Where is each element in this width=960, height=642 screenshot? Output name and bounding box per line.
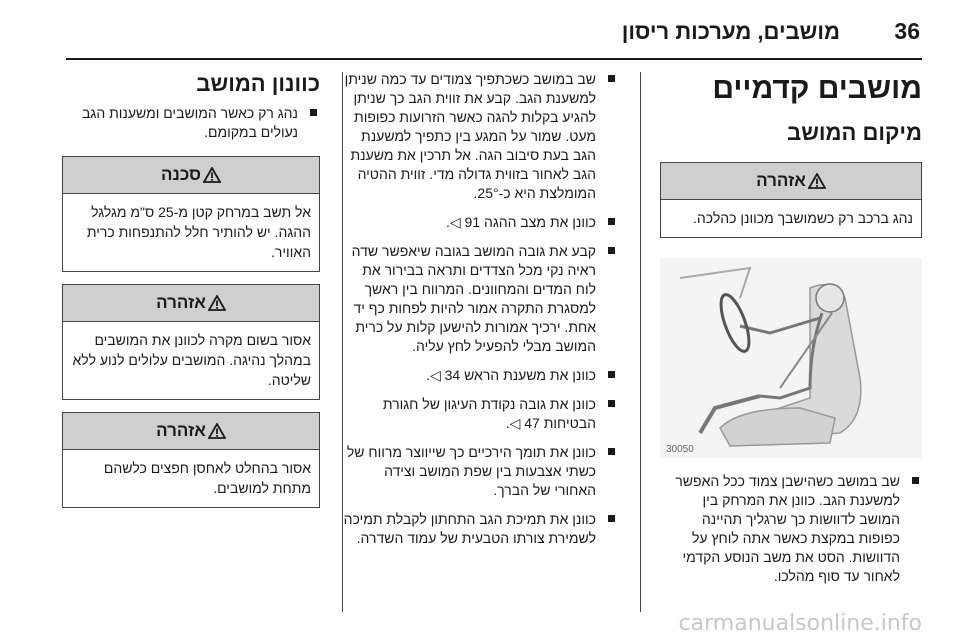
- danger-box: [62, 156, 320, 272]
- warning-box: [660, 162, 922, 238]
- list-item-text: קבע את גובה המושב בגובה שיאפשר שדה ראיה נקי מכל הצדדים ותראה בבירור את לוח המדים והמחוונים. המרווח בין ראשך למסגרת התקרה אמור להיות לפחות כף יד אחת. ירכיך אמורות להישען קלות על כרית המושב מבלי להפעיל לחץ עליה.: [351, 243, 596, 354]
- warning-box-body: נהג ברכב רק כשמושבך מכוונן כהלכה.: [693, 210, 913, 226]
- warning-triangle-icon: [208, 295, 226, 311]
- list-item: [340, 242, 618, 356]
- bullet-icon: [608, 75, 615, 82]
- list-item: [340, 395, 618, 433]
- list-item-text: כוונן את מצב ההגה 91 ◁.: [445, 214, 596, 230]
- warning-box-title: [63, 413, 319, 450]
- list-item-text: נהג רק כאשר המושבים ומשענות הגב נעולים במקומם.: [82, 105, 298, 140]
- list-item: [62, 104, 320, 142]
- danger-box-title: [63, 157, 319, 194]
- middle-column: [340, 70, 618, 558]
- list-item-text: כוונן את תמיכת הגב התחתון לקבלת תמיכה לשמירת צורתו הטבעית של עמוד השדרה.: [343, 511, 596, 546]
- list-item-text: כוונן את גובה נקודת העיגון של חגורת הבטיחות 47 ◁.: [382, 396, 596, 431]
- seat-adjust-list: [62, 104, 320, 142]
- bullet-icon: [912, 477, 919, 484]
- warning-triangle-icon: [203, 167, 221, 183]
- bullet-icon: [608, 515, 615, 522]
- right-column: [660, 70, 922, 596]
- list-item: [340, 366, 618, 385]
- watermark: carmanualsonline.info: [678, 611, 922, 636]
- bullet-icon: [608, 371, 615, 378]
- list-item: [660, 472, 922, 586]
- danger-box-body: אל תשב במרחק קטן מ-25 ס"מ מגלגל ההגה. יש להותיר חלל להתנפחות כרית האוויר.: [86, 204, 311, 260]
- running-title: מושבים, מערכות ריסון: [621, 19, 840, 44]
- warning-box-body: אסור בהחלט לאחסן חפצים כלשהם מתחת למושבים.: [103, 460, 311, 496]
- seat-position-illustration: [660, 258, 922, 458]
- list-item: [340, 510, 618, 548]
- illustration-code: 30050: [666, 444, 694, 455]
- bullet-icon: [608, 448, 615, 455]
- bullet-icon: [608, 400, 615, 407]
- warning-box-body: אסור בשום מקרה לכוונן את המושבים במהלך נהיגה. המושבים עלולים לנוע ללא שליטה.: [72, 332, 311, 388]
- section-title: מושבים קדמיים: [712, 72, 922, 105]
- warning-box-label: אזהרה: [156, 293, 206, 312]
- bullet-icon: [310, 109, 317, 116]
- warning-triangle-icon: [208, 423, 226, 439]
- seat-position-list: [660, 472, 922, 586]
- list-item-text: כוונן את משענת הראש 34 ◁.: [426, 367, 596, 383]
- list-item: [340, 70, 618, 203]
- danger-box-label: סכנה: [161, 165, 201, 184]
- driver-seat-illustration: [660, 258, 922, 458]
- page-number: 36: [894, 18, 920, 44]
- warning-box-title: [661, 163, 921, 200]
- page-header: [0, 0, 960, 62]
- list-item-text: שב במושב כשכתפיך צמודים עד כמה שניתן למשענת הגב. קבע את זווית הגב כך שניתן להגיע בקלות להגה כאשר הזרועות כפופות מעט. שמור על המגע בין כתפיך למשענת הגב בעת סיבוב הגה. אל תרכין את משענת הגב לאחור בזווית גדולה מדי. זווית ההטיה המומלצת היא כ-25°.: [344, 71, 596, 201]
- seat-adjustment-steps: [340, 70, 618, 548]
- header-rule: [66, 58, 922, 60]
- list-item-text: כוונן את תומך הירכיים כך שייווצר מרווח של כשתי אצבעות בין שפת המושב וצידה האחורי של הברך.: [346, 444, 596, 498]
- left-column: [62, 70, 320, 520]
- warning-box: [62, 284, 320, 400]
- list-item-text: שב במושב כשהישבן צמוד ככל האפשר למשענת הגב. כוונן את המרחק בין המושב לדוושות כך שרגליך תהיינה כפופות במקצת כאשר אתה לוחץ על הדוושות. הסט את משב הנוסע הקדמי לאחור עד סוף מהלכו.: [675, 473, 900, 584]
- column-divider: [640, 72, 641, 612]
- list-item: [340, 213, 618, 232]
- section-subtitle: מיקום המושב: [787, 120, 922, 145]
- warning-box: [62, 412, 320, 508]
- warning-box-title: [63, 285, 319, 322]
- section-title: כוונון המושב: [196, 71, 320, 96]
- warning-box-label: אזהרה: [156, 421, 206, 440]
- warning-box-label: אזהרה: [756, 171, 806, 190]
- bullet-icon: [608, 218, 615, 225]
- warning-triangle-icon: [808, 173, 826, 189]
- bullet-icon: [608, 247, 615, 254]
- list-item: [340, 443, 618, 500]
